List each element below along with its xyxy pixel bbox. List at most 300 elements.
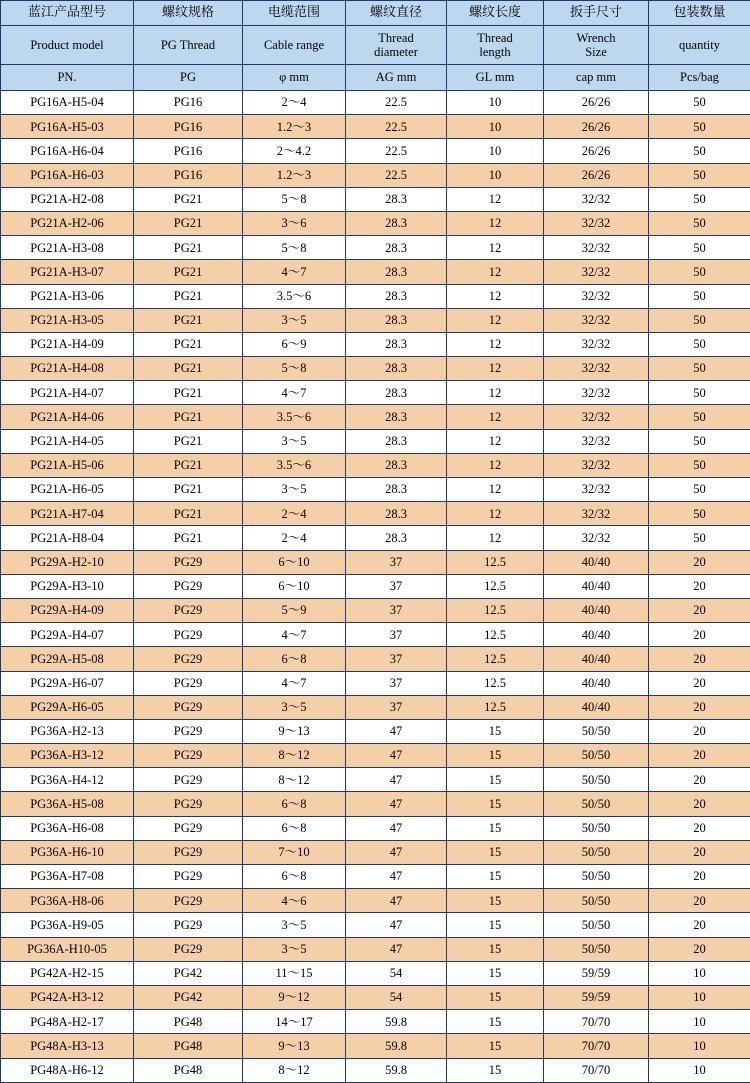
cell-length: 12 [447, 478, 544, 502]
cell-model: PG21A-H3-05 [1, 308, 134, 332]
cell-cable-range: 4～6 [243, 889, 346, 913]
cell-quantity: 20 [649, 937, 750, 961]
cell-wrench: 50/50 [544, 744, 649, 768]
cell-length: 15 [447, 1058, 544, 1082]
table-body [1, 91, 750, 1083]
cell-diameter: 47 [346, 913, 447, 937]
cell-cable-range: 1.2～3 [243, 163, 346, 187]
cell-length: 12 [447, 187, 544, 211]
header-en-thread-length [447, 26, 544, 65]
cell-model: PG36A-H8-06 [1, 889, 134, 913]
cell-length: 12 [447, 526, 544, 550]
cell-pg: PG29 [134, 744, 243, 768]
cell-pg: PG29 [134, 671, 243, 695]
cell-pg: PG48 [134, 1058, 243, 1082]
table-row [1, 937, 750, 961]
cell-model: PG21A-H8-04 [1, 526, 134, 550]
header-cn-thread-length: 螺纹长度 [447, 1, 544, 26]
cell-quantity: 20 [649, 623, 750, 647]
cell-diameter: 47 [346, 816, 447, 840]
cell-length: 12 [447, 260, 544, 284]
table-row [1, 889, 750, 913]
header-row-chinese [1, 1, 750, 26]
cell-pg: PG21 [134, 429, 243, 453]
cell-diameter: 47 [346, 719, 447, 743]
cell-model: PG36A-H10-05 [1, 937, 134, 961]
cell-pg: PG16 [134, 163, 243, 187]
cell-pg: PG29 [134, 768, 243, 792]
cell-quantity: 20 [649, 840, 750, 864]
cell-wrench: 26/26 [544, 115, 649, 139]
cell-pg: PG16 [134, 115, 243, 139]
cell-wrench: 32/32 [544, 429, 649, 453]
cell-cable-range: 2～4 [243, 502, 346, 526]
header-en-thread-diameter-line1: Thread [346, 31, 446, 45]
cell-quantity: 50 [649, 405, 750, 429]
cell-quantity: 20 [649, 889, 750, 913]
header-en-product-model-line1: Product model [1, 38, 133, 52]
table-row [1, 913, 750, 937]
header-unit-cap: cap mm [544, 65, 649, 91]
table-row [1, 744, 750, 768]
table-row [1, 985, 750, 1009]
cell-length: 12 [447, 405, 544, 429]
cell-model: PG48A-H2-17 [1, 1010, 134, 1034]
cell-quantity: 20 [649, 913, 750, 937]
cell-model: PG42A-H3-12 [1, 985, 134, 1009]
table-row [1, 671, 750, 695]
table-row [1, 574, 750, 598]
table-row [1, 816, 750, 840]
cell-cable-range: 4～7 [243, 381, 346, 405]
cell-cable-range: 3.5～6 [243, 405, 346, 429]
header-en-cable-range [243, 26, 346, 65]
cell-model: PG21A-H3-06 [1, 284, 134, 308]
cell-wrench: 40/40 [544, 574, 649, 598]
cell-length: 15 [447, 719, 544, 743]
cell-pg: PG29 [134, 623, 243, 647]
cell-quantity: 50 [649, 308, 750, 332]
cell-cable-range: 6～10 [243, 574, 346, 598]
cell-model: PG36A-H3-12 [1, 744, 134, 768]
header-en-thread-diameter [346, 26, 447, 65]
table-row [1, 792, 750, 816]
cell-diameter: 37 [346, 671, 447, 695]
header-unit-gl: GL mm [447, 65, 544, 91]
table-row [1, 695, 750, 719]
cell-wrench: 32/32 [544, 381, 649, 405]
cell-model: PG29A-H6-05 [1, 695, 134, 719]
cell-wrench: 40/40 [544, 695, 649, 719]
cell-quantity: 20 [649, 647, 750, 671]
header-en-wrench-size [544, 26, 649, 65]
table-row [1, 768, 750, 792]
table-row [1, 163, 750, 187]
cell-quantity: 50 [649, 91, 750, 115]
cell-pg: PG21 [134, 236, 243, 260]
cell-model: PG16A-H6-04 [1, 139, 134, 163]
cell-diameter: 47 [346, 840, 447, 864]
header-unit-cable-range: φ mm [243, 65, 346, 91]
header-cn-quantity: 包装数量 [649, 1, 750, 26]
cell-diameter: 28.3 [346, 405, 447, 429]
cell-cable-range: 8～12 [243, 744, 346, 768]
cell-diameter: 59.8 [346, 1058, 447, 1082]
cell-quantity: 50 [649, 284, 750, 308]
cell-wrench: 26/26 [544, 163, 649, 187]
cell-wrench: 32/32 [544, 211, 649, 235]
cell-cable-range: 9～12 [243, 985, 346, 1009]
cell-pg: PG21 [134, 357, 243, 381]
cell-diameter: 59.8 [346, 1034, 447, 1058]
cell-pg: PG21 [134, 502, 243, 526]
cell-diameter: 47 [346, 889, 447, 913]
cell-cable-range: 9～13 [243, 719, 346, 743]
header-en-thread-length-line2: length [447, 45, 543, 59]
cell-length: 12.5 [447, 647, 544, 671]
header-en-wrench-size-line2: Size [544, 45, 648, 59]
cell-wrench: 50/50 [544, 889, 649, 913]
cell-diameter: 28.3 [346, 381, 447, 405]
header-en-cable-range-line1: Cable range [243, 38, 345, 52]
cell-cable-range: 6～8 [243, 792, 346, 816]
header-unit-pg: PG [134, 65, 243, 91]
cell-quantity: 50 [649, 453, 750, 477]
header-en-pg-thread-line1: PG Thread [134, 38, 242, 52]
cell-length: 15 [447, 1010, 544, 1034]
header-en-thread-length-line1: Thread [447, 31, 543, 45]
cell-length: 12.5 [447, 623, 544, 647]
cell-diameter: 37 [346, 695, 447, 719]
table-row [1, 840, 750, 864]
table-row [1, 598, 750, 622]
header-en-thread-diameter-line2: diameter [346, 45, 446, 59]
cell-quantity: 50 [649, 332, 750, 356]
cell-diameter: 54 [346, 961, 447, 985]
cell-wrench: 32/32 [544, 260, 649, 284]
cell-cable-range: 9～13 [243, 1034, 346, 1058]
table-row [1, 1010, 750, 1034]
cell-pg: PG21 [134, 284, 243, 308]
table-row [1, 502, 750, 526]
header-cn-product-model: 蓝江产品型号 [1, 1, 134, 26]
cell-diameter: 37 [346, 574, 447, 598]
cell-quantity: 20 [649, 550, 750, 574]
cell-cable-range: 5～8 [243, 236, 346, 260]
cell-length: 12 [447, 502, 544, 526]
cell-wrench: 32/32 [544, 478, 649, 502]
header-cn-thread-diameter: 螺纹直径 [346, 1, 447, 26]
cell-model: PG36A-H9-05 [1, 913, 134, 937]
table-row [1, 961, 750, 985]
cell-cable-range: 2～4.2 [243, 139, 346, 163]
cell-wrench: 32/32 [544, 502, 649, 526]
cell-model: PG36A-H2-13 [1, 719, 134, 743]
cell-wrench: 32/32 [544, 236, 649, 260]
cell-pg: PG16 [134, 139, 243, 163]
cell-model: PG48A-H3-13 [1, 1034, 134, 1058]
cell-diameter: 47 [346, 792, 447, 816]
cell-diameter: 22.5 [346, 91, 447, 115]
cell-pg: PG42 [134, 985, 243, 1009]
table-row [1, 405, 750, 429]
cell-diameter: 37 [346, 623, 447, 647]
header-en-quantity-line1: quantity [649, 38, 750, 52]
cell-quantity: 10 [649, 1058, 750, 1082]
cell-cable-range: 3～5 [243, 429, 346, 453]
cell-wrench: 40/40 [544, 671, 649, 695]
cell-length: 12 [447, 332, 544, 356]
cell-wrench: 50/50 [544, 792, 649, 816]
cell-cable-range: 1.2～3 [243, 115, 346, 139]
table-row [1, 211, 750, 235]
cell-wrench: 32/32 [544, 405, 649, 429]
table-row [1, 357, 750, 381]
cell-quantity: 50 [649, 429, 750, 453]
cell-cable-range: 6～8 [243, 816, 346, 840]
cell-pg: PG29 [134, 889, 243, 913]
cell-length: 12.5 [447, 671, 544, 695]
cell-model: PG21A-H4-07 [1, 381, 134, 405]
table-row [1, 623, 750, 647]
cell-wrench: 32/32 [544, 332, 649, 356]
cell-cable-range: 5～9 [243, 598, 346, 622]
cell-pg: PG21 [134, 187, 243, 211]
cell-diameter: 37 [346, 598, 447, 622]
cell-length: 12.5 [447, 695, 544, 719]
cell-pg: PG48 [134, 1010, 243, 1034]
cell-model: PG29A-H3-10 [1, 574, 134, 598]
cell-quantity: 10 [649, 1010, 750, 1034]
cell-model: PG21A-H4-09 [1, 332, 134, 356]
cell-diameter: 28.3 [346, 478, 447, 502]
cell-cable-range: 5～8 [243, 187, 346, 211]
cell-model: PG29A-H2-10 [1, 550, 134, 574]
cell-wrench: 50/50 [544, 719, 649, 743]
cell-quantity: 50 [649, 236, 750, 260]
cell-pg: PG29 [134, 913, 243, 937]
cell-wrench: 70/70 [544, 1034, 649, 1058]
table-row [1, 647, 750, 671]
cell-model: PG21A-H4-05 [1, 429, 134, 453]
cell-pg: PG29 [134, 937, 243, 961]
cell-diameter: 28.3 [346, 308, 447, 332]
cell-pg: PG42 [134, 961, 243, 985]
table-row [1, 719, 750, 743]
cell-model: PG16A-H5-03 [1, 115, 134, 139]
cell-quantity: 50 [649, 115, 750, 139]
cell-diameter: 54 [346, 985, 447, 1009]
cell-pg: PG29 [134, 598, 243, 622]
cell-quantity: 10 [649, 985, 750, 1009]
cell-diameter: 47 [346, 768, 447, 792]
cell-pg: PG21 [134, 308, 243, 332]
cell-wrench: 59/59 [544, 985, 649, 1009]
cell-model: PG36A-H6-08 [1, 816, 134, 840]
header-unit-pn: PN. [1, 65, 134, 91]
cell-length: 12 [447, 284, 544, 308]
cell-quantity: 20 [649, 768, 750, 792]
cell-quantity: 50 [649, 187, 750, 211]
cell-cable-range: 3.5～6 [243, 453, 346, 477]
cell-quantity: 20 [649, 719, 750, 743]
cell-length: 15 [447, 889, 544, 913]
cell-wrench: 50/50 [544, 913, 649, 937]
cell-wrench: 59/59 [544, 961, 649, 985]
cell-pg: PG21 [134, 260, 243, 284]
cell-model: PG21A-H2-08 [1, 187, 134, 211]
cell-diameter: 28.3 [346, 260, 447, 284]
table-row [1, 1058, 750, 1082]
cell-wrench: 40/40 [544, 647, 649, 671]
cell-cable-range: 2～4 [243, 91, 346, 115]
cell-diameter: 22.5 [346, 163, 447, 187]
cell-quantity: 20 [649, 574, 750, 598]
cell-wrench: 26/26 [544, 91, 649, 115]
table-row [1, 381, 750, 405]
cell-diameter: 59.8 [346, 1010, 447, 1034]
cell-pg: PG21 [134, 526, 243, 550]
cell-pg: PG21 [134, 332, 243, 356]
cell-model: PG21A-H6-05 [1, 478, 134, 502]
cell-wrench: 40/40 [544, 550, 649, 574]
cell-length: 12 [447, 453, 544, 477]
cell-diameter: 22.5 [346, 115, 447, 139]
cell-pg: PG48 [134, 1034, 243, 1058]
cell-pg: PG29 [134, 695, 243, 719]
table-row [1, 260, 750, 284]
cell-wrench: 50/50 [544, 937, 649, 961]
header-cn-cable-range: 电缆范围 [243, 1, 346, 26]
cell-length: 15 [447, 937, 544, 961]
cell-cable-range: 3～6 [243, 211, 346, 235]
cell-length: 12.5 [447, 574, 544, 598]
cell-quantity: 10 [649, 1034, 750, 1058]
cell-diameter: 47 [346, 744, 447, 768]
cell-diameter: 22.5 [346, 139, 447, 163]
cell-quantity: 50 [649, 381, 750, 405]
cell-cable-range: 3～5 [243, 308, 346, 332]
table-row [1, 187, 750, 211]
cell-model: PG29A-H5-08 [1, 647, 134, 671]
cell-quantity: 50 [649, 357, 750, 381]
cell-wrench: 26/26 [544, 139, 649, 163]
cell-quantity: 20 [649, 598, 750, 622]
cell-length: 12 [447, 236, 544, 260]
cell-wrench: 40/40 [544, 598, 649, 622]
cell-model: PG36A-H5-08 [1, 792, 134, 816]
cell-model: PG42A-H2-15 [1, 961, 134, 985]
cell-wrench: 32/32 [544, 284, 649, 308]
header-en-quantity [649, 26, 750, 65]
cell-cable-range: 8～12 [243, 768, 346, 792]
cell-pg: PG21 [134, 381, 243, 405]
cell-length: 15 [447, 744, 544, 768]
cell-model: PG21A-H4-06 [1, 405, 134, 429]
cell-length: 12 [447, 357, 544, 381]
cell-length: 15 [447, 1034, 544, 1058]
cell-wrench: 50/50 [544, 816, 649, 840]
cell-diameter: 28.3 [346, 187, 447, 211]
cell-diameter: 28.3 [346, 526, 447, 550]
cell-quantity: 20 [649, 792, 750, 816]
cell-model: PG21A-H2-06 [1, 211, 134, 235]
cell-model: PG36A-H6-10 [1, 840, 134, 864]
cell-quantity: 50 [649, 211, 750, 235]
cell-wrench: 32/32 [544, 187, 649, 211]
cell-cable-range: 6～8 [243, 647, 346, 671]
cell-wrench: 32/32 [544, 526, 649, 550]
cell-pg: PG29 [134, 574, 243, 598]
cell-pg: PG29 [134, 865, 243, 889]
table-row [1, 236, 750, 260]
cell-diameter: 47 [346, 937, 447, 961]
cell-pg: PG29 [134, 719, 243, 743]
cell-quantity: 50 [649, 526, 750, 550]
header-cn-pg-thread: 螺纹规格 [134, 1, 243, 26]
table-row [1, 91, 750, 115]
cell-cable-range: 3～5 [243, 695, 346, 719]
cell-cable-range: 8～12 [243, 1058, 346, 1082]
table-header [1, 1, 750, 91]
cell-length: 15 [447, 961, 544, 985]
cell-length: 10 [447, 91, 544, 115]
cell-wrench: 70/70 [544, 1058, 649, 1082]
cell-model: PG21A-H3-07 [1, 260, 134, 284]
cell-length: 15 [447, 792, 544, 816]
cell-cable-range: 11～15 [243, 961, 346, 985]
header-unit-ag: AG mm [346, 65, 447, 91]
cell-diameter: 47 [346, 865, 447, 889]
cell-quantity: 50 [649, 260, 750, 284]
cell-model: PG21A-H3-08 [1, 236, 134, 260]
header-en-product-model [1, 26, 134, 65]
cell-model: PG16A-H5-04 [1, 91, 134, 115]
cell-cable-range: 14～17 [243, 1010, 346, 1034]
cell-cable-range: 2～4 [243, 526, 346, 550]
cell-cable-range: 5～8 [243, 357, 346, 381]
cell-cable-range: 6～10 [243, 550, 346, 574]
cell-model: PG21A-H4-08 [1, 357, 134, 381]
table-row [1, 453, 750, 477]
cell-length: 10 [447, 115, 544, 139]
cell-pg: PG29 [134, 550, 243, 574]
cell-length: 10 [447, 163, 544, 187]
cell-length: 15 [447, 913, 544, 937]
cell-quantity: 20 [649, 671, 750, 695]
cell-model: PG29A-H4-09 [1, 598, 134, 622]
table-row [1, 115, 750, 139]
cell-model: PG48A-H6-12 [1, 1058, 134, 1082]
table-row [1, 429, 750, 453]
cell-diameter: 28.3 [346, 453, 447, 477]
cell-wrench: 32/32 [544, 357, 649, 381]
cell-quantity: 20 [649, 744, 750, 768]
cell-length: 12 [447, 308, 544, 332]
cell-pg: PG29 [134, 792, 243, 816]
cell-model: PG21A-H5-06 [1, 453, 134, 477]
table-row [1, 284, 750, 308]
cell-length: 15 [447, 768, 544, 792]
cell-length: 12.5 [447, 550, 544, 574]
cell-quantity: 10 [649, 961, 750, 985]
cell-pg: PG21 [134, 453, 243, 477]
cell-wrench: 40/40 [544, 623, 649, 647]
cell-length: 15 [447, 865, 544, 889]
cell-pg: PG21 [134, 405, 243, 429]
cell-cable-range: 3.5～6 [243, 284, 346, 308]
cell-diameter: 28.3 [346, 211, 447, 235]
